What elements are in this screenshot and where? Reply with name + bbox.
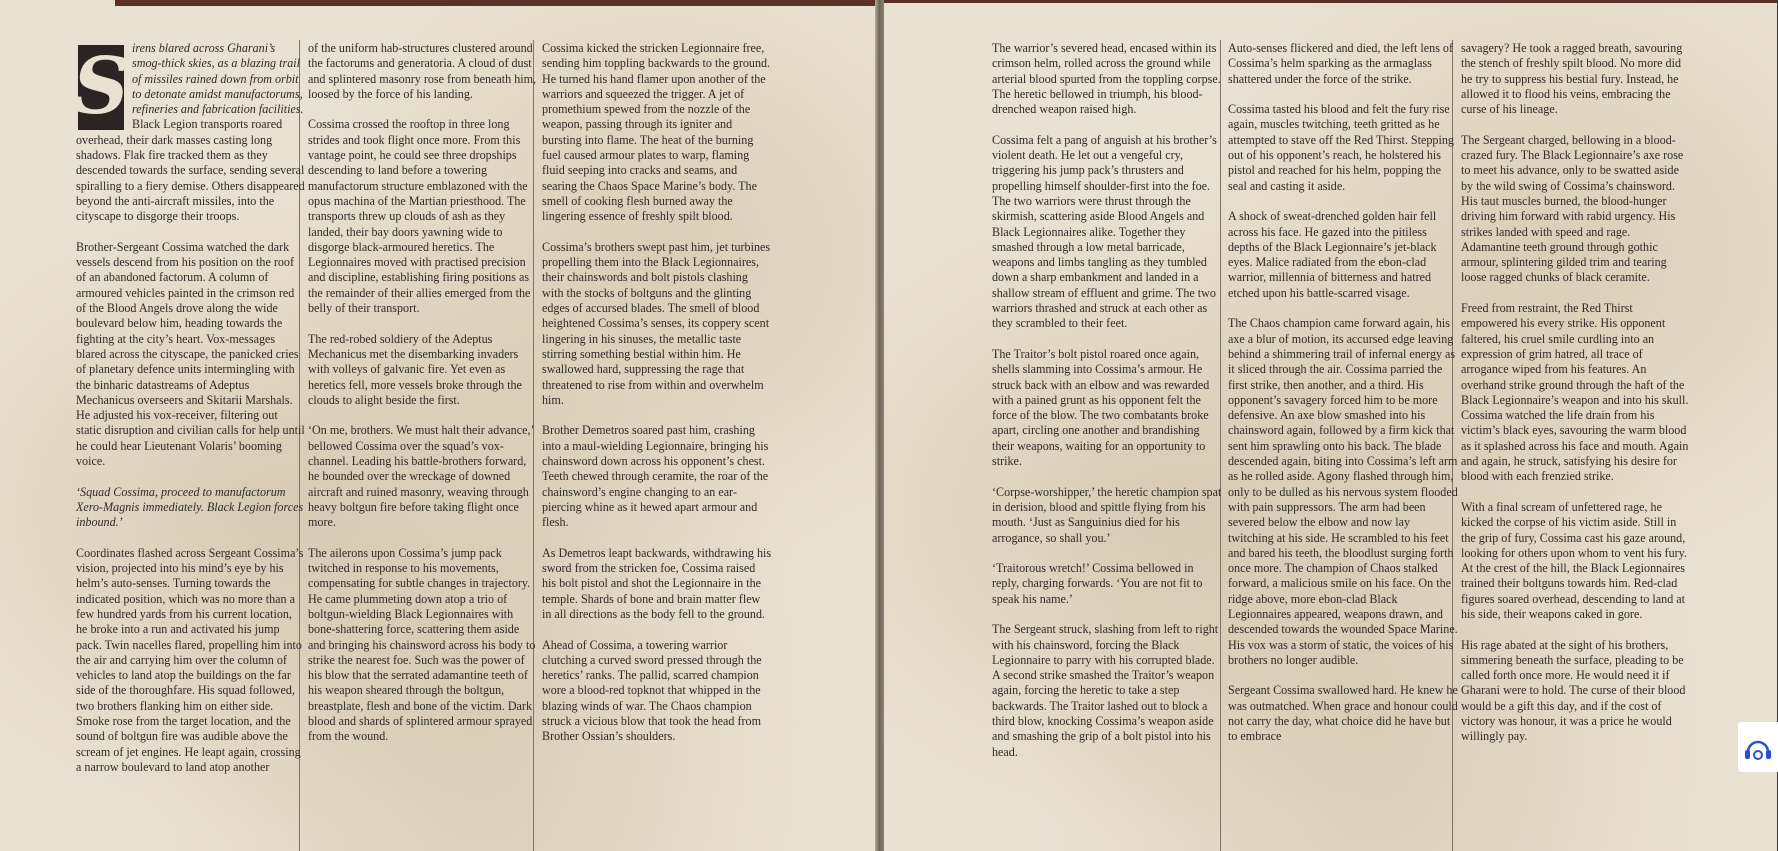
page-top-band [884,0,1777,3]
paragraph: Sergeant Cossima swallowed hard. He knew he was outmatched. When grace and honour could not carry the day, what choice did he have but to embrace [1228,683,1458,744]
paragraph: The Chaos champion came forward again, his axe a blur of motion, its accursed edge leaving behind a shimmering trail of infernal energy as it sliced through the air. Cossima parried the first strike, then another, and a third. His opponent’s savagery forced him to be more defensive. An axe blow smashed into his chainsword again, followed by a firm kick that sent him sprawling onto his back. The blade descended again, biting into Cossima’s left arm as he rolled aside. Agony flashed through him, only to be dulled as his nervous system flooded with pain suppressors. The arm had been severed below the elbow and now lay twitching at his side. He scrambled to his feet and bared his teeth, the bloodlust surging forth once more. The champion of Chaos stalked forward, a malicious smile on his face. On the ridge above, more ebon-clad Black Legionnaires appeared, weapons drawn, and descended towards the wounded Space Marine. His vox was a storm of static, the voices of his brothers no longer audible. [1228,316,1458,667]
paragraph: With a final scream of unfettered rage, he kicked the corpse of his victim aside. Still in the grip of fury, Cossima cast his gaze around, looking for others upon whom to vent his fury. At the crest of the hill, the Black Legionnaires trained their boltguns towards him. Red-clad figures soared overhead, descending to land at his side, their weapons caked in gore. [1461,499,1687,621]
paragraph: Cossima crossed the rooftop in three long strides and took flight once more. From this vantage point, he could see three dropships descending to land before a towering manufactorum structure emblazoned with the opus machina of the Martian priesthood. The transports threw up clouds of ash as they landed, their bay doors yawning wide to disgorge black-armoured heretics. The Legionnaires moved with practised precision and discipline, establishing firing positions as the remainder of their allies emerged from the belly of their transport. [308,117,531,316]
paragraph: Ahead of Cossima, a towering warrior clutching a curved sword pressed through the heretics’ ranks. The pallid, scarred champion wore a blood-red topknot that whipped in the blazing winds of war. The Chaos champion struck a vicious blow that took the head from Brother Ossian’s shoulders. [542,637,762,744]
paragraph: The Traitor’s bolt pistol roared once again, shells slamming into Cossima’s armour. He struck back with an elbow and was rewarded with a pained grunt as his opponent felt the force of the blow. The two combatants broke apart, circling one another and brandishing their weapons, waiting for an opportunity to strike. [992,346,1210,469]
text-column-6 [1461,41,1691,760]
opening-paragraph [72,41,306,225]
paragraph: Brother-Sergeant Cossima watched the dark vessels descend from his position on the roof of an abandoned factorum. A column of armoured vehicles painted in the crimson red of the Blood Angels drove along the wide boulevard below him, heading towards the fighting at the city’s heart. Vox-messages blared across the cityscape, the panicked cries of planetary defence units intermingling with the binharic datastreams of Adeptus Mechanicus overseers and Skitarii Marshals. He adjusted his vox-receiver, filtering out static disruption and civilian calls for help until he could hear Lieutenant Volaris’ booming voice. [76,239,305,469]
text-column-3 [542,41,772,760]
assistant-widget-button[interactable] [1738,722,1778,772]
paragraph: of the uniform hab-structures clustered around the factorums and generatoria. A cloud of dust and splintered masonry rose from beneath him, loosed by the force of his landing. [308,41,537,101]
text-column-1 [72,41,306,791]
vox-quote: ‘Squad Cossima, proceed to manufactorum Xero-Magnis immediately. Black Legion forces inbound.’ [76,484,304,530]
text-column-5 [1228,41,1458,760]
paragraph: savagery? He took a ragged breath, savouring the stench of freshly spilt blood. No more did he try to suppress his bestial fury. Instead, he allowed it to flood his veins, embracing the curse of his lineage. [1461,41,1683,117]
paragraph: Coordinates flashed across Sergeant Cossima’s vision, projected into his mind’s eye by his helm’s auto-senses. Turning towards the indicated position, which was no more than a few hundred yards from his current location, he broke into a run and activated his jump pack. Twin nacelles flared, propelling him into the air and carrying him over the column of vehicles to land atop the buildings on the far side of the thoroughfare. His squad followed, two brothers flanking him on either side. Smoke rose from the target location, and the sound of boltgun fire was audible above the scream of jet engines. He leapt again, crossing a narrow boulevard to land atop another [76,545,304,774]
dropcap-s-icon [72,41,130,132]
opening-rest-text: Black Legion transports roared overhead, their dark masses casting long shadows. Flak fire tracked them as they descended towards the surface, sending several spiralling to a fiery demise. Others disappeared beyond the anti-aircraft missiles, into the cityscape to disgorge their troops. [76,117,305,224]
paragraph: As Demetros leapt backwards, withdrawing his sword from the stricken foe, Cossima raised his bolt pistol and shot the Legionnaire in the temple. Shards of bone and brain matter flew in all directions as the body fell to the ground. [542,545,772,621]
paragraph: Cossima tasted his blood and felt the fury rise again, muscles twitching, teeth gritted as he attempted to stave off the Red Thirst. Stepping out of his opponent’s reach, he holstered his pistol and reached for his helm, popping the seal and casting it aside. [1228,102,1454,193]
paragraph: Cossima’s brothers swept past him, jet turbines propelling them into the Black Legionnaires, their chainswords and bolt pistols clashing with the stocks of boltguns and the glinting edges of accursed blades. The smell of blood heightened Cossima’s senses, its coppery scent lingering in his sinuses, the metallic taste stirring something bestial within him. He swallowed hard, suppressing the rage that threatened to rise from within and overwhelm him. [542,239,771,407]
paragraph: His rage abated at the sight of his brothers, simmering beneath the surface, pleading to be called forth once more. He would need it if Gharani were to hold. The curse of their blood would be a gift this day, and if the cost of victory was honour, it was a price he would willingly pay. [1461,637,1686,744]
paragraph: The red-robed soldiery of the Adeptus Mechanicus met the disembarking invaders with volleys of galvanic fire. Yet even as heretics fell, more vessels broke through the clouds to alight beside the first. [308,331,522,407]
paragraph: ‘Corpse-worshipper,’ the heretic champion spat in derision, blood and spittle flying from his mouth. ‘Just as Sanguinius died for his arrogance, so shall you.’ [992,484,1222,545]
paragraph: A shock of sweat-drenched golden hair fell across his face. He gazed into the pitiless depths of the Black Legionnaire’s jet-black eyes. Malice radiated from the ebon-clad warrior, millennia of bitterness and hatred etched upon his battle-scarred visage. [1228,209,1437,300]
page-top-band [115,0,875,6]
paragraph: The Sergeant struck, slashing from left to right with his chainsword, forcing the Black Legionnaire to parry with his corrupted blade. A second strike smashed the Traitor’s weapon again, forcing the heretic to take a step backwards. The Traitor lashed out to block a third blow, knocking Cossima’s weapon aside and smashing the grip of a bolt pistol into his head. [992,622,1219,759]
text-column-2 [308,41,538,760]
paragraph: ‘Traitorous wretch!’ Cossima bellowed in reply, charging forwards. ‘You are not fit to speak his name.’ [992,561,1203,606]
text-column-4 [992,41,1222,775]
book-gutter [875,0,884,851]
svg-text:S: S [72,41,130,132]
paragraph: ‘On me, brothers. We must halt their advance,’ bellowed Cossima over the squad’s vox-channel. Leading his battle-brothers forward, he bounded over the wreckage of downed aircraft and ruined masonry, weaving through heavy boltgun fire before taking flight once more. [308,423,534,530]
paragraph: Brother Demetros soared past him, crashing into a maul-wielding Legionnaire, bringing his chainsword down across his opponent’s chest. Teeth chewed through ceramite, the roar of the chainsword’s engine changing to an ear-piercing whine as it hewed apart armour and flesh. [542,423,769,530]
paragraph: Auto-senses flickered and died, the left lens of Cossima’s helm sparking as the armaglass shattered under the force of the strike. [1228,41,1454,86]
paragraph: Cossima felt a pang of anguish at his brother’s violent death. He let out a vengeful cry, triggering his jump pack’s thrusters and propelling himself shoulder-first into the foe. The two warriors were thrust through the skirmish, scattering aside Blood Angels and Black Legionnaires alike. Together they smashed through a low metal barricade, weapons and limbs tangling as they tumbled down a sharp embankment and landed in a shallow stream of effluent and grime. The two warriors thrashed and struck at each other as they scrambled to their feet. [992,132,1217,331]
opening-italic-text: irens blared across Gharani’s smog-thick skies, as a blazing trail of missiles rained down from orbit to detonate amidst manufactorums, refineries and fabrication facilities. [132,41,304,117]
paragraph: The ailerons upon Cossima’s jump pack twitched in response to his movements, compensating for subtle changes in trajectory. He came plummeting down atop a trio of boltgun-wielding Black Legionnaires with bone-shattering force, scattering them aside and bringing his chainsword across his body to strike the nearest foe. Such was the power of his blow that the serrated adamantine teeth of his weapon sheared through the boltgun, breastplate, flesh and bone of the victim. Dark blood and shards of splintered armour sprayed from the wound. [308,545,536,744]
paragraph: Freed from restraint, the Red Thirst empowered his every strike. His opponent faltered, his cruel smile curdling into an expression of grim hatred, all trace of arrogance wiped from his features. An overhand strike ground through the haft of the Black Legionnaire’s weapon and into his skull. Cossima watched the life drain from his victim’s black eyes, savouring the warm blood as it splashed across his face and mouth. Again and again, he struck, satisfying his desire for blood with each frenzied strike. [1461,301,1689,484]
paragraph: Cossima kicked the stricken Legionnaire free, sending him toppling backwards to the ground. He turned his hand flamer upon another of the warriors and squeezed the trigger. A jet of promethium spewed from the nozzle of the weapon, passing through its igniter and bursting into flame. The heat of the burning fuel caused armour plates to warp, flaming fluid seeping into cracks and seams, and searing the Chaos Space Marine’s body. The smell of cooking flesh burned away the lingering essence of freshly spilt blood. [542,41,771,224]
paragraph: The warrior’s severed head, encased within its crimson helm, rolled across the ground while arterial blood spurted from the toppling corpse. The heretic bellowed in triumph, his blood-drenched weapon raised high. [992,41,1221,117]
paragraph: The Sergeant charged, bellowing in a blood-crazed fury. The Black Legionnaire’s axe rose to meet his advance, only to be swatted aside by the wild swing of Cossima’s chainsword. His taut muscles burned, the blood-hunger driving him forward with rabid urgency. His strikes landed with speed and rage. Adamantine teeth ground through gothic armour, splintering gilded trim and tearing loose ragged chunks of black ceramite. [1461,132,1684,285]
headset-ai-icon [1738,722,1778,772]
